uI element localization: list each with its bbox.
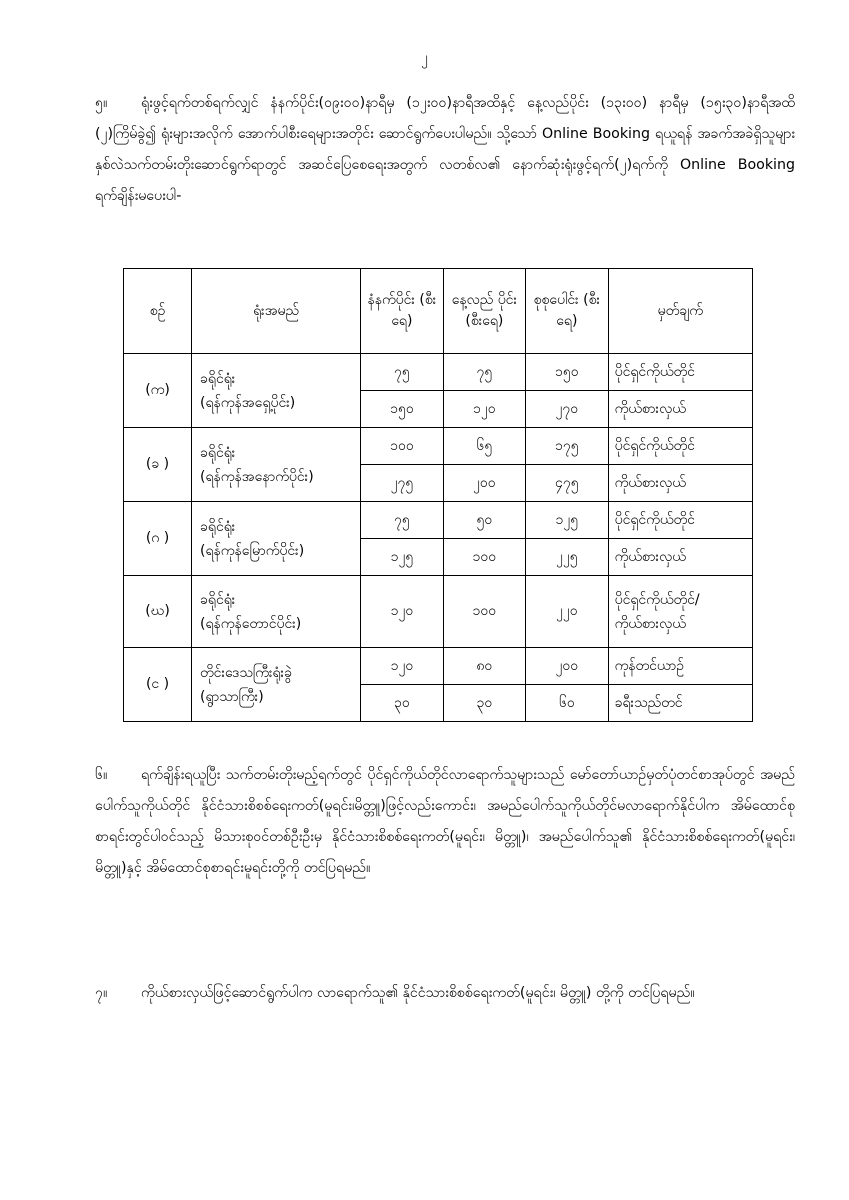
table-row (124, 576, 753, 648)
remark-line-2: ကိုယ်စားလှယ် (614, 615, 686, 632)
cell-afternoon: ၅၀ (443, 502, 525, 539)
cell-morning: ၁၂၀ (361, 576, 443, 648)
cell-total: ၂၀၀ (526, 648, 608, 685)
table-row (124, 354, 753, 391)
cell-total: ၆၀ (526, 685, 608, 722)
header-total: စုစုပေါင်း (စီးရေ) (526, 269, 608, 354)
office-name: ခရိုင်ရုံး (200, 370, 236, 387)
paragraph-number: ၅။ (95, 95, 108, 111)
cell-remark: ကုန်တင်ယာဉ် (608, 648, 752, 685)
cell-total: ၂၇၀ (526, 391, 608, 428)
remark-line-1: ပိုင်ရှင်ကိုယ်တိုင်/ (614, 591, 700, 608)
cell-afternoon: ၇၅ (443, 354, 525, 391)
cell-office (192, 576, 361, 648)
cell-remark: ကိုယ်စားလှယ် (608, 391, 752, 428)
cell-remark: ပိုင်ရှင်ကိုယ်တိုင် (608, 502, 752, 539)
cell-morning: ၃၀ (361, 685, 443, 722)
cell-total: ၁၂၅ (526, 502, 608, 539)
cell-no: (ဂ ) (124, 502, 192, 576)
cell-total: ၄၇၅ (526, 465, 608, 502)
table-row (124, 428, 753, 465)
table-header-row (124, 269, 753, 354)
office-name: ခရိုင်ရုံး (200, 591, 236, 608)
paragraph-number: ၇။ (95, 985, 108, 1001)
cell-office (192, 648, 361, 722)
cell-afternoon: ၁၂၀ (443, 391, 525, 428)
cell-morning: ၇၅ (361, 502, 443, 539)
header-afternoon: နေ့လည် ပိုင်း (စီးရေ) (443, 269, 525, 354)
cell-office (192, 354, 361, 428)
cell-afternoon: ၃၀ (443, 685, 525, 722)
cell-remark: ကိုယ်စားလှယ် (608, 465, 752, 502)
cell-total: ၂၂၅ (526, 539, 608, 576)
cell-morning: ၂၇၅ (361, 465, 443, 502)
cell-afternoon: ၈၀ (443, 648, 525, 685)
cell-no: (ဃ) (124, 576, 192, 648)
header-office: ရုံးအမည် (192, 269, 361, 354)
cell-no: (င ) (124, 648, 192, 722)
paragraph-number: ၆။ (95, 767, 108, 783)
office-area: (ရန်ကုန်မြောက်ပိုင်း) (200, 542, 305, 559)
cell-no: (ခ ) (124, 428, 192, 502)
paragraph-5 (95, 88, 795, 212)
cell-morning: ၁၀၀ (361, 428, 443, 465)
paragraph-text: ရက်ချိန်းရယူပြီး သက်တမ်းတိုးမည့်ရက်တွင် ပိုင်ရှင်ကိုယ်တိုင်လာရောက်သူများသည် မော်တော်ယာဉ်မှတ်ပုံတင်စာအုပ်တွင် အမည်ပေါက်သူကိုယ်တိုင် နိုင်ငံသားစိစစ်ရေးကတ်(မူရင်း၊မိတ္တူ)ဖြင့်လည်းကောင်း၊ အမည်ပေါက်သူကိုယ်တိုင်မလာရောက်နိုင်ပါက အိမ်ထောင်စုစာရင်းတွင်ပါဝင်သည့် မိသားစုဝင်တစ်ဦးဦးမှ နိုင်ငံသားစိစစ်ရေးကတ်(မူရင်း၊ မိတ္တူ)၊ အမည်ပေါက်သူ၏ နိုင်ငံသားစိစစ်ရေးကတ်(မူရင်း၊ မိတ္တူ)နှင့် အိမ်ထောင်စုစာရင်းမူရင်းတို့ကို တင်ပြရမည်။ (95, 767, 795, 876)
cell-total: ၁၅၀ (526, 354, 608, 391)
cell-afternoon: ၂၀၀ (443, 465, 525, 502)
cell-afternoon: ၁၀၀ (443, 576, 525, 648)
office-area: (ရန်ကုန်တောင်ပိုင်း) (200, 615, 302, 632)
cell-morning: ၇၅ (361, 354, 443, 391)
booking-quota-table (123, 268, 753, 722)
cell-no: (က) (124, 354, 192, 428)
cell-morning: ၁၅၀ (361, 391, 443, 428)
office-area: (ရန်ကုန်အရှေ့ပိုင်း) (200, 394, 296, 411)
table-row (124, 648, 753, 685)
cell-office (192, 428, 361, 502)
header-remark: မှတ်ချက် (608, 269, 752, 354)
paragraph-text: ကိုယ်စားလှယ်ဖြင့်ဆောင်ရွက်ပါက လာရောက်သူ၏ နိုင်ငံသားစိစစ်ရေးကတ်(မူရင်း၊ မိတ္တူ) တို့ကို တင်ပြရမည်။ (141, 985, 695, 1001)
paragraph-7 (95, 978, 795, 1009)
office-area: (ရွာသာကြီး) (200, 688, 264, 705)
cell-remark: ခရီးသည်တင် (608, 685, 752, 722)
cell-morning: ၁၂၀ (361, 648, 443, 685)
paragraph-text: ရုံးဖွင့်ရက်တစ်ရက်လျှင် နံနက်ပိုင်း(၀၉း၀၀)နာရီမှ (၁၂း၀၀)နာရီအထိနှင့် နေ့လည်ပိုင်း (၁၃း၀၀) နာရီမှ (၁၅း၃၀)နာရီအထိ (၂)ကြိမ်ခွဲ၍ ရုံးများအလိုက် အောက်ပါစီးရေများအတိုင်း ဆောင်ရွက်ပေးပါမည်။ သို့သော် Online Booking ရယူရန် အခက်အခဲရှိသူများ နှစ်လဲသက်တမ်းတိုးဆောင်ရွက်ရာတွင် အဆင်ပြေစေရေးအတွက် လတစ်လ၏ နောက်ဆုံးရုံးဖွင့်ရက်(၂)ရက်ကို Online Booking ရက်ချိန်းမပေးပါ- (95, 95, 795, 204)
header-no: စဉ် (124, 269, 192, 354)
cell-remark: ပိုင်ရှင်ကိုယ်တိုင် (608, 354, 752, 391)
table-row (124, 502, 753, 539)
office-name: ခရိုင်ရုံး (200, 444, 236, 461)
cell-total: ၁၇၅ (526, 428, 608, 465)
office-area: (ရန်ကုန်အနောက်ပိုင်း) (200, 468, 314, 485)
cell-remark (608, 576, 752, 648)
office-name: တိုင်းဒေသကြီးရုံးခွဲ (200, 664, 292, 681)
cell-total: ၂၂၀ (526, 576, 608, 648)
cell-afternoon: ၁၀၀ (443, 539, 525, 576)
cell-afternoon: ၆၅ (443, 428, 525, 465)
cell-morning: ၁၂၅ (361, 539, 443, 576)
cell-remark: ပိုင်ရှင်ကိုယ်တိုင် (608, 428, 752, 465)
office-name: ခရိုင်ရုံး (200, 518, 236, 535)
page-number: ၂ (421, 50, 428, 66)
cell-remark: ကိုယ်စားလှယ် (608, 539, 752, 576)
cell-office (192, 502, 361, 576)
paragraph-6 (95, 760, 795, 884)
header-morning: နံနက်ပိုင်း (စီးရေ) (361, 269, 443, 354)
